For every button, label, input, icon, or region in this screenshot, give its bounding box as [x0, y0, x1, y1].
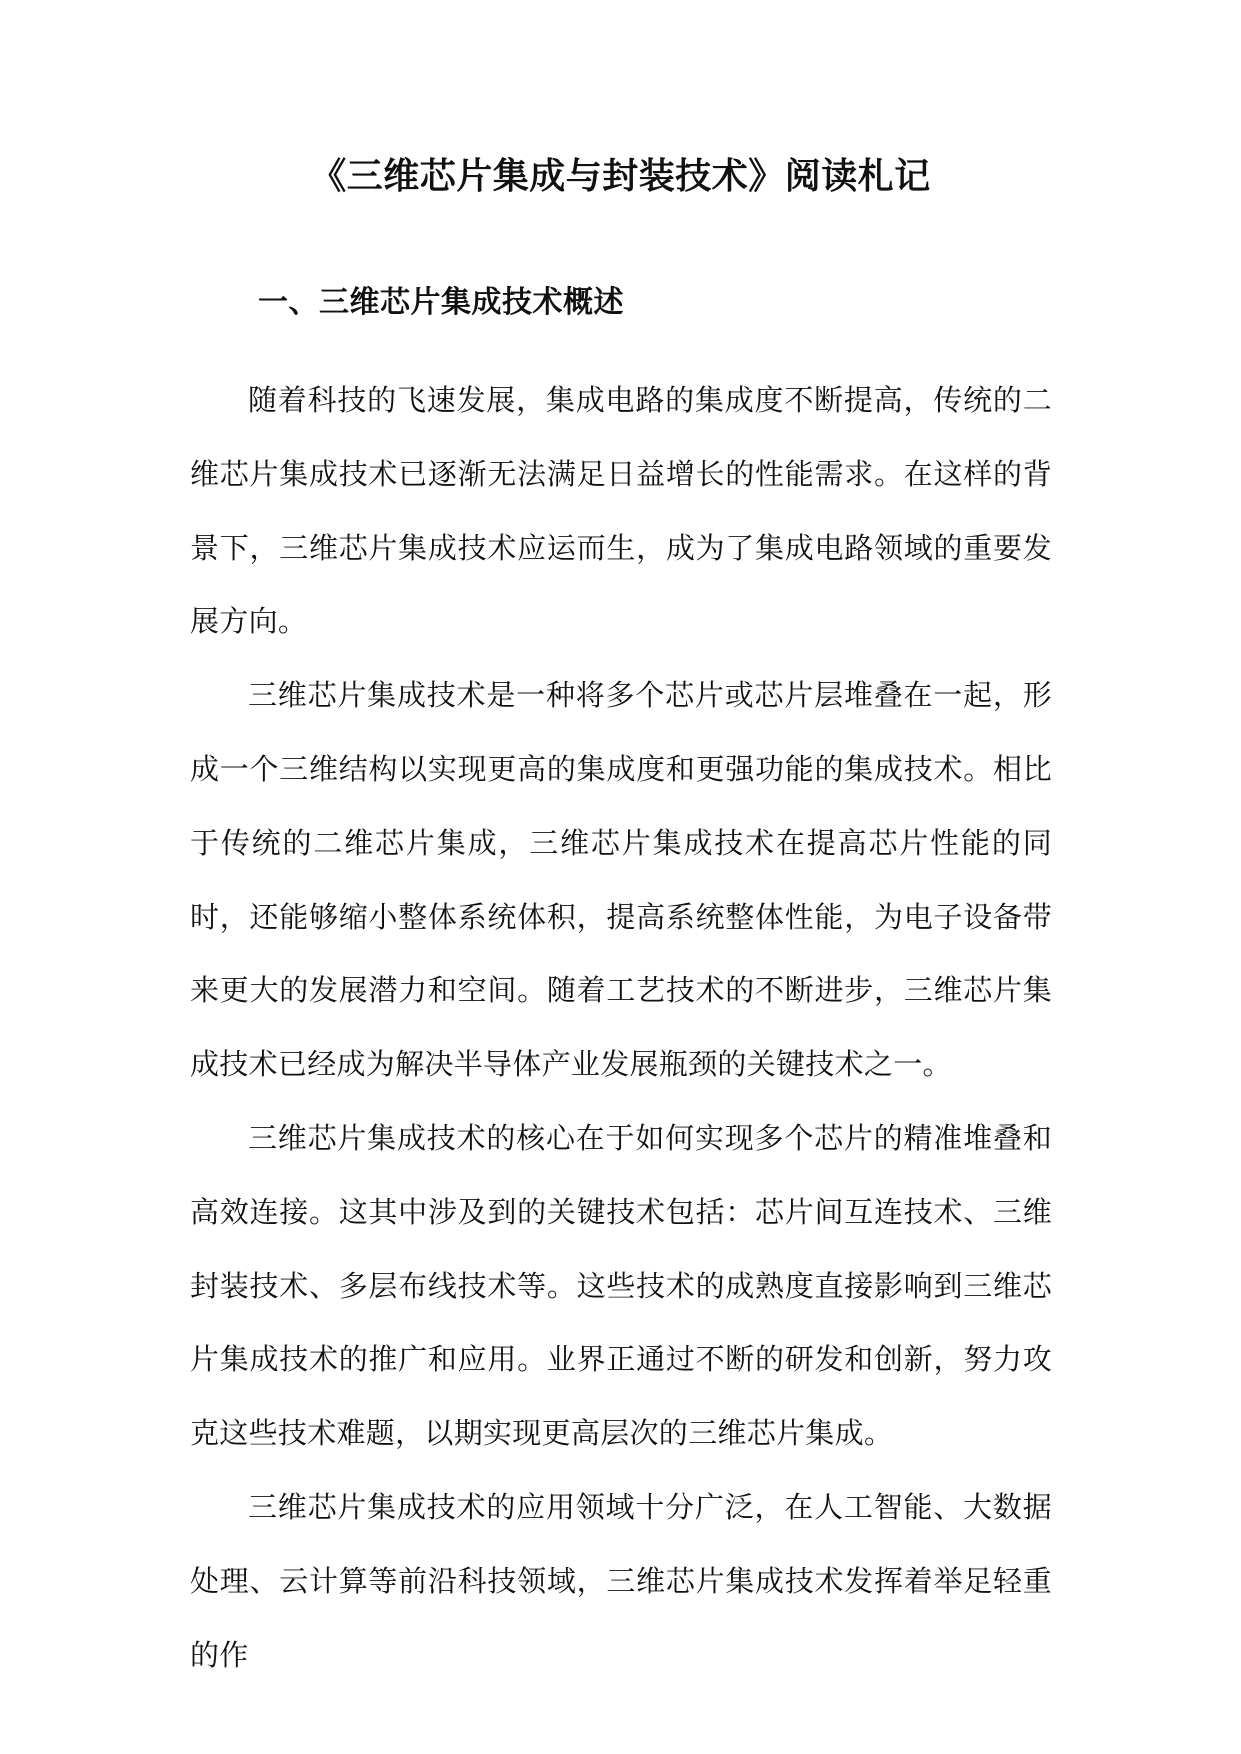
paragraph-3: 三维芯片集成技术的核心在于如何实现多个芯片的精准堆叠和高效连接。这其中涉及到的关键技术包括：芯片间互连技术、三维封装技术、多层布线技术等。这些技术的成熟度直接影响到三维芯片集成技术的推广和应用。业界正通过不断的研发和创新，努力攻克这些技术难题，以期实现更高层次的三维芯片集成。 — [190, 1120, 1052, 1451]
body-text — [190, 364, 1052, 1692]
paragraph-4: 三维芯片集成技术的应用领域十分广泛，在人工智能、大数据处理、云计算等前沿科技领域，三维芯片集成技术发挥着举足轻重的作 — [190, 1489, 1052, 1672]
paragraph-1: 随着科技的飞速发展，集成电路的集成度不断提高，传统的二维芯片集成技术已逐渐无法满足日益增长的性能需求。在这样的背景下，三维芯片集成技术应运而生，成为了集成电路领域的重要发展方向。 — [190, 383, 1052, 639]
paragraph-2: 三维芯片集成技术是一种将多个芯片或芯片层堆叠在一起，形成一个三维结构以实现更高的集成度和更强功能的集成技术。相比于传统的二维芯片集成，三维芯片集成技术在提高芯片性能的同时，还能够缩小整体系统体积，提高系统整体性能，为电子设备带来更大的发展潜力和空间。随着工艺技术的不断进步，三维芯片集成技术已经成为解决半导体产业发展瓶颈的关键技术之一。 — [190, 678, 1052, 1082]
document-title: 《三维芯片集成与封装技术》阅读札记 — [310, 155, 931, 197]
section-heading: 一、三维芯片集成技术概述 — [258, 285, 624, 320]
